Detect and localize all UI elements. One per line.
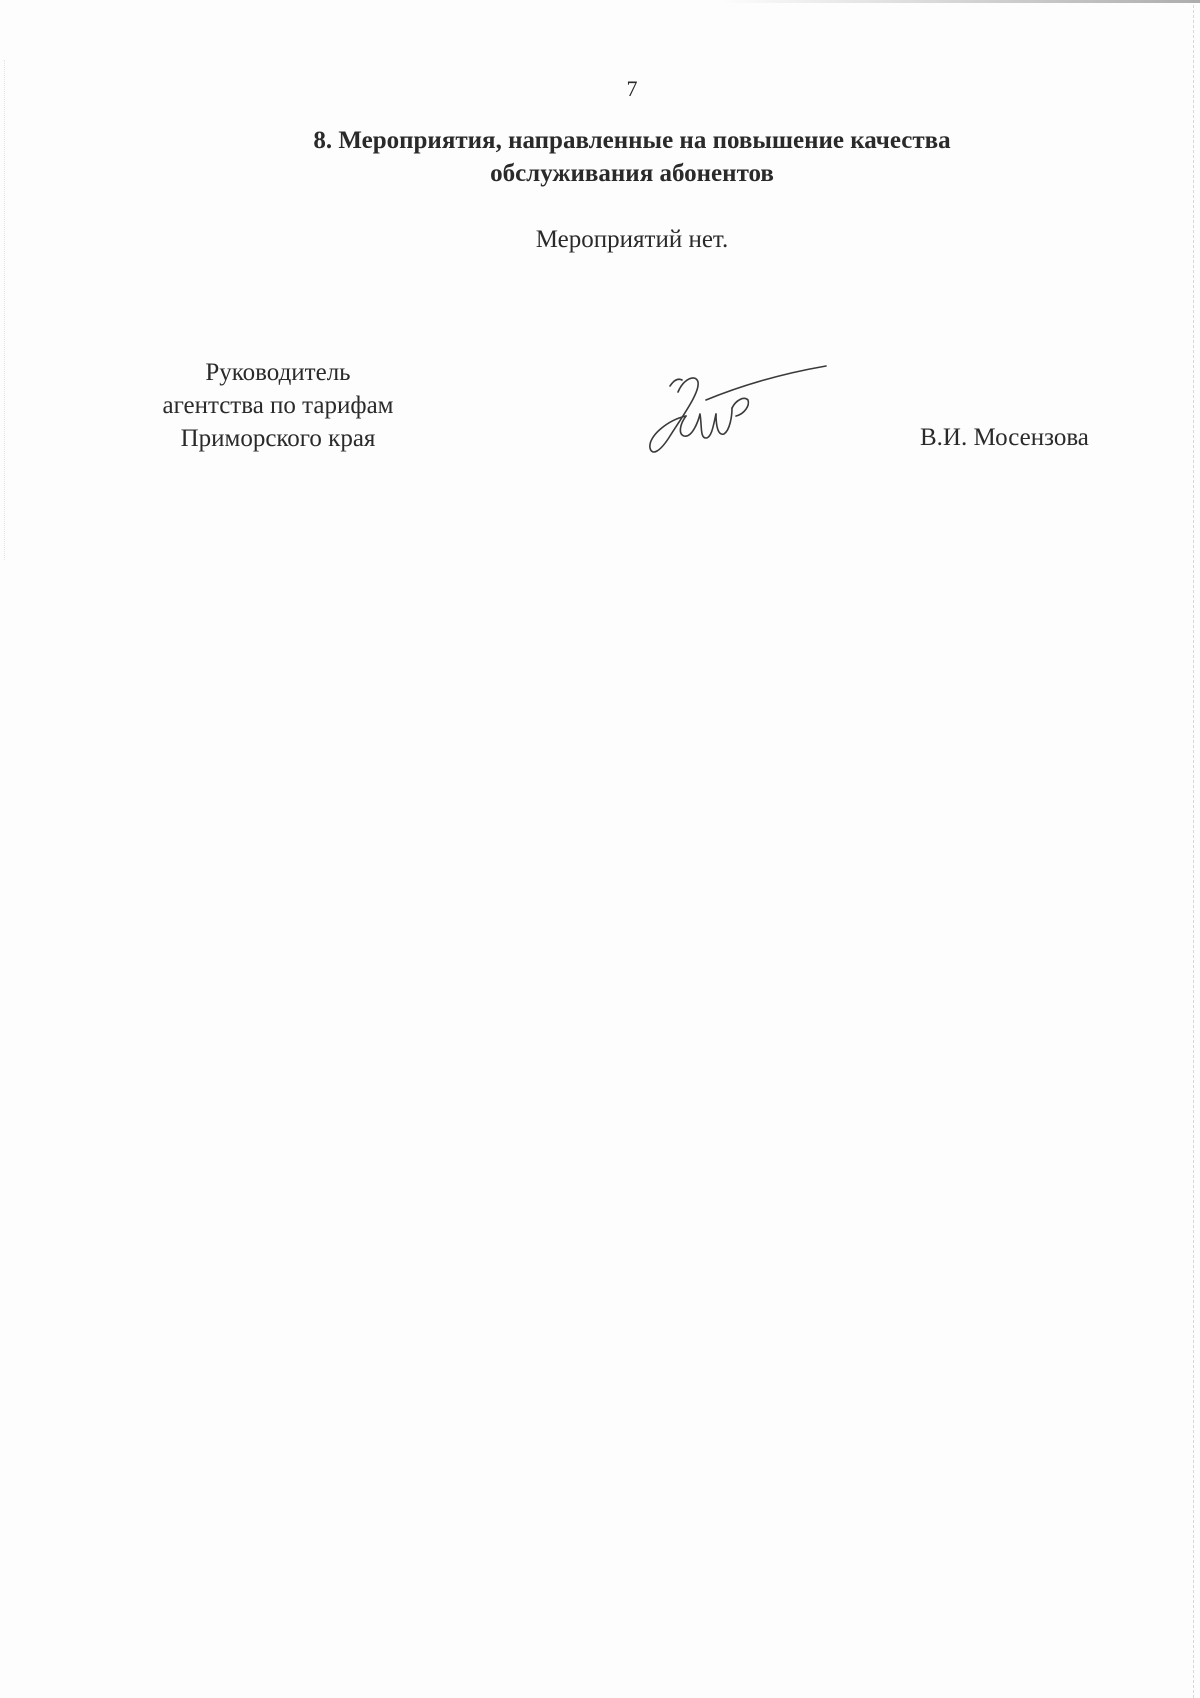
handwritten-signature-icon [640,364,830,466]
scan-edge-top [720,0,1200,3]
section-heading [200,124,1064,190]
section-heading-line-1: 8. Мероприятия, направленные на повышение качества [313,127,951,154]
signer-position-line-1: Руководитель [205,359,351,386]
section-heading-line-2: обслуживания абонентов [490,160,774,187]
scan-edge-left [4,60,6,560]
signer-name: В.И. Мосензова [920,424,1089,451]
page-number: 7 [626,76,638,101]
section-body: Мероприятий нет. [535,226,729,253]
signer-position-line-3: Приморского края [180,425,376,452]
signer-position [120,356,436,455]
scan-edge-right [1192,0,1194,1698]
signer-position-line-2: агентства по тарифам [162,392,394,419]
